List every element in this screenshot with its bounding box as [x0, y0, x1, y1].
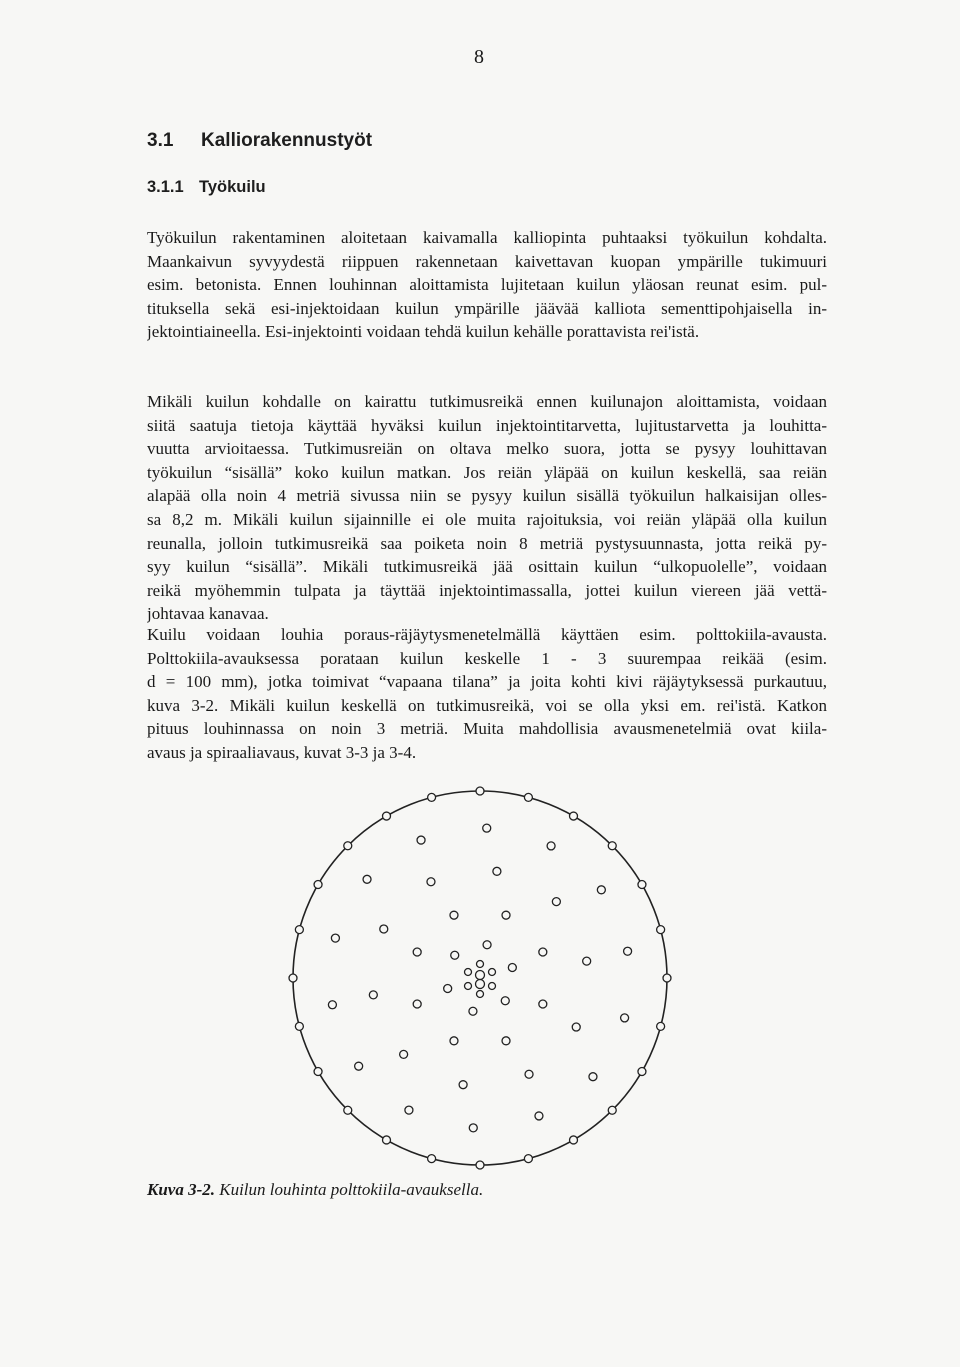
cut-hole [477, 961, 484, 968]
drill-pattern-figure [280, 778, 680, 1178]
perimeter-hole [295, 1022, 303, 1030]
cut-hole [465, 969, 472, 976]
blast-hole [331, 934, 339, 942]
blast-hole [451, 951, 459, 959]
blast-hole [427, 878, 435, 886]
paragraph-line: d = 100 mm), jotka toimivat “vapaana tilana” ja joita kohti kivi räjäytyksessä purkautuu, [147, 672, 827, 692]
blast-hole [493, 867, 501, 875]
blast-hole [400, 1050, 408, 1058]
perimeter-hole [383, 812, 391, 820]
paragraph-1 [147, 226, 827, 344]
blast-hole [450, 1037, 458, 1045]
perimeter-hole [476, 1161, 484, 1169]
perimeter-hole [344, 842, 352, 850]
blast-hole [469, 1007, 477, 1015]
perimeter-hole [663, 974, 671, 982]
blast-hole [583, 957, 591, 965]
blast-hole [417, 836, 425, 844]
section-title: Kalliorakennustyöt [201, 130, 373, 151]
blast-hole [483, 941, 491, 949]
cut-hole [489, 969, 496, 976]
perimeter-hole [428, 1155, 436, 1163]
blast-hole [624, 947, 632, 955]
paragraph-line: Mikäli kuilun kohdalle on kairattu tutkimusreikä ennen kuilunajon aloittamista, voidaan [147, 392, 827, 411]
paragraph-line: Kuilu voidaan louhia poraus-räjäytysmenetelmällä käyttäen esim. polttokiila-avausta. [147, 625, 827, 644]
section-number: 3.1 [147, 130, 174, 151]
perimeter-hole [295, 926, 303, 934]
blast-hole [508, 963, 516, 971]
large-empty-hole [476, 971, 485, 980]
paragraph-line: tituksella sekä esi-injektoidaan kuilun ympärille jäävää kalliota sementtipohjaisella in- [147, 298, 827, 318]
page-number: 8 [474, 46, 484, 68]
blast-hole [502, 1037, 510, 1045]
perimeter-hole [524, 793, 532, 801]
paragraph-line: siitä saatuja tietoja käyttää hyväksi kuilun injektointitarvetta, lujitustarvetta ja louhitta- [147, 415, 827, 435]
perimeter-hole [608, 842, 616, 850]
paragraph-line: avaus ja spiraaliavaus, kuvat 3-3 ja 3-4. [147, 742, 417, 762]
paragraph-line: esim. betonista. Ennen louhinnan aloittamista lujitetaan kuilun yläosan reunat esim. pul- [147, 275, 827, 295]
blast-hole [450, 911, 458, 919]
blast-hole [444, 985, 452, 993]
blast-hole [469, 1124, 477, 1132]
perimeter-hole [428, 793, 436, 801]
section-heading [147, 130, 372, 152]
blast-hole [355, 1062, 363, 1070]
blast-hole [413, 1000, 421, 1008]
paragraph-line: syy kuilun “sisällä”. Mikäli tutkimusreikä jää osittain kuilun “ulkopuolelle”, voidaan [147, 557, 827, 577]
subsection-title: Työkuilu [199, 178, 266, 196]
blast-hole [525, 1070, 533, 1078]
subsection-number: 3.1.1 [147, 178, 184, 196]
caption-text: Kuilun louhinta polttokiila-avauksella. [219, 1180, 484, 1199]
subsection-heading [147, 178, 266, 197]
paragraph-line: työkuilun “sisällä” koko kuilun matkan. Jos reiän yläpää on kuilun keskellä, saa reiän [147, 462, 827, 482]
perimeter-hole [608, 1106, 616, 1114]
blast-hole [589, 1073, 597, 1081]
blast-hole [502, 911, 510, 919]
paragraph-line: reikä myöhemmin tulpata ja täyttää injektointimassalla, jottei kuilun viereen jää vettä- [147, 580, 827, 600]
blast-hole [547, 842, 555, 850]
perimeter-hole [344, 1106, 352, 1114]
paragraph-line: reunalla, jolloin tutkimusreikä saa poiketa noin 8 metriä pystysuunnasta, jotta reikä py- [147, 533, 827, 553]
blast-hole [501, 997, 509, 1005]
blast-hole [328, 1001, 336, 1009]
blast-hole [363, 875, 371, 883]
perimeter-hole [638, 881, 646, 889]
paragraph-line: johtavaa kanavaa. [147, 604, 269, 624]
blast-hole [459, 1081, 467, 1089]
perimeter-hole [524, 1155, 532, 1163]
blast-hole [552, 898, 560, 906]
perimeter-hole [383, 1136, 391, 1144]
blast-hole [369, 991, 377, 999]
perimeter-hole [570, 1136, 578, 1144]
blast-hole [597, 886, 605, 894]
cut-hole [489, 983, 496, 990]
cut-hole [465, 983, 472, 990]
perimeter-hole [570, 812, 578, 820]
perimeter-hole [289, 974, 297, 982]
paragraph-line: vuutta arvioitaessa. Tutkimusreiän on oltava melko suora, jotta se pysyy louhittavan [147, 439, 827, 459]
perimeter-hole [314, 1068, 322, 1076]
blast-hole [405, 1106, 413, 1114]
paragraph-2 [147, 390, 827, 626]
perimeter-hole [657, 926, 665, 934]
paragraph-line: Työkuilun rakentaminen aloitetaan kaivamalla kalliopinta puhtaaksi työkuilun kohdalta. [147, 228, 827, 247]
paragraph-3 [147, 623, 827, 765]
blast-hole [539, 948, 547, 956]
blast-hole [572, 1023, 580, 1031]
large-empty-hole [476, 980, 485, 989]
perimeter-hole [638, 1068, 646, 1076]
perimeter-hole [314, 881, 322, 889]
blast-hole [539, 1000, 547, 1008]
blast-hole [483, 824, 491, 832]
paragraph-line: Polttokiila-avauksessa porataan kuilun keskelle 1 - 3 suurempaa reikää (esim. [147, 648, 827, 668]
perimeter-hole [657, 1022, 665, 1030]
blast-hole [413, 948, 421, 956]
paragraph-line: jektointiaineella. Esi-injektointi voidaan tehdä kuilun kehälle porattavista rei'istä. [147, 322, 700, 342]
figure-caption [147, 1180, 483, 1200]
paragraph-line: Maankaivun syvyydestä riippuen rakennetaan kaivettavan kuopan ympärille tukimuuri [147, 251, 827, 271]
caption-label: Kuva 3-2. [147, 1180, 215, 1199]
blast-hole [380, 925, 388, 933]
cut-hole [477, 991, 484, 998]
paragraph-line: kuva 3-2. Mikäli kuilun keskellä on tutkimusreikä, voi se olla yksi em. rei'istä. Katkon [147, 695, 827, 715]
perimeter-hole [476, 787, 484, 795]
paragraph-line: pituus louhinnassa on noin 3 metriä. Muita mahdollisia avausmenetelmiä ovat kiila- [147, 719, 827, 739]
blast-hole [535, 1112, 543, 1120]
blast-hole [621, 1014, 629, 1022]
paragraph-line: alapää olla noin 4 metriä sivussa niin se pysyy kuilun sisällä työkuilun halkaisijan olles- [147, 486, 827, 506]
paragraph-line: sa 8,2 m. Mikäli kuilun sijainnille ei ole muita rajoituksia, voi reiän yläpää olla kuilun [147, 509, 827, 529]
